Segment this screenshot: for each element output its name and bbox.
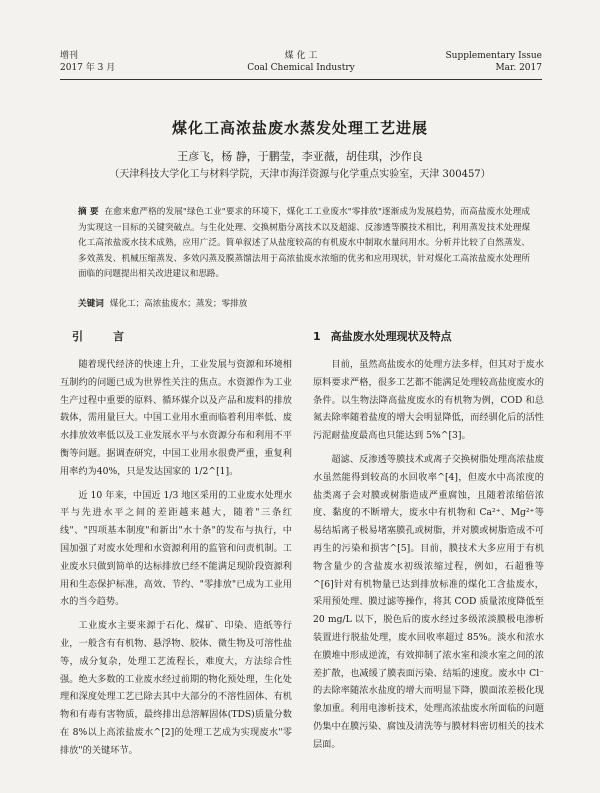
section-1-number: 1 xyxy=(313,330,321,343)
keywords xyxy=(78,297,530,309)
right-column xyxy=(313,328,544,754)
intro-paragraph-2: 近 10 年来，中国近 1/3 地区采用的工业废水处理水平与先进水平之间的差距越来越大，随着"三条红线"、"四项基本制度"和新出"水十条"的发布与执行，中国加强了对废水处理和水资源利用的监管和问责机制。工业废水只做到简单的达标排放已经不能满足现阶段资源利用和生态保护标准，高效、节约、"零排放"已成为工业用水的当今趋势。 xyxy=(60,489,292,608)
header-journal-en: Coal Chemical Industry xyxy=(247,63,355,73)
section-1-title: 高盐废水处理现状及特点 xyxy=(330,330,452,343)
intro-paragraph-1: 随着现代经济的快速上升，工业发展与资源和环境相互制约的问题已成为世界性关注的焦点。水资源作为工业生产过程中重要的原料、循环媒介以及产品和废料的排放载体，需用量巨大。中国工业用水重而临着利用率低、废水排放效率低以及工业发展水平与水资源分布和利用不平衡等问题。据调查研究，中国工业用水很费严重，重复利用率约为40%，只是发达国家的 1/2^[1]。 xyxy=(60,359,292,477)
header-supplement xyxy=(446,50,543,74)
abstract-text: 在愈来愈严格的发展"绿色工业"要求的环境下，煤化工工业废水"零排放"逐渐成为发展趋势，而高盐废水处理成为实现这一目标的关键突破点。与生化处理、交换树脂分离技术以及超滤、反渗透等膜技术相比，利用蒸发技术处理煤化工高浓盐废水技术成熟，应用广泛。简单叙述了从盐度较高的有机废水中制取水量问用水。分析并比较了自然蒸发、多效蒸发、机械压缩蒸发、多效闪蒸及膜蒸馏法用于高浓盐废水浓缩的优劣和应用现状，针对煤化工高浓盐废水处理所面临的问题提出相关改进建议和思路。 xyxy=(78,207,530,279)
section-intro-heading: 引言 xyxy=(72,330,154,343)
header-journal-cn: 煤 化 工 xyxy=(284,51,318,61)
header-supplement-label: Supplementary Issue xyxy=(445,51,542,61)
section-1-paragraph-1: 目前，虽然高盐废水的处理方法多样，但其对于废水原料要求严格，很多工艺都不能满足处理较高盐度废水的条件。以生物法降高盐度废水的有机物为例，COD 和总氮去除率随着盐度的增大会明显降低，而经驯化后的活性污泥耐盐度最高也只能达到 5%^[3]。 xyxy=(313,359,544,442)
abstract-label: 摘 要 xyxy=(78,207,99,217)
keywords-label: 关键词 xyxy=(78,299,104,309)
section-1-heading xyxy=(313,328,544,344)
keywords-text: 煤化工；高浓盐废水；蒸发；零排放 xyxy=(109,299,248,309)
running-header xyxy=(60,50,542,82)
abstract xyxy=(78,205,530,283)
paper-affiliation: （天津科技大学化工与材料学院，天津市海洋资源与化学重点实验室，天津 300457） xyxy=(109,169,491,180)
intro-paragraph-3: 工业废水主要来源于石化、煤矿、印染、造纸等行业，一般含有有机物、悬浮物、胶体、微生物及可溶性盐等，成分复杂，处理工艺流程长，难度大，方法综合性强。绝大多数的工业废水经过前期的物化预处理，生化处理和深度处理工艺已除去其中大部分的不溶性固体、有机物和有毒有害物质，最终排出总溶解固体(TDS)质量分数在 8%以上高浓盐废水^[2]的处理工艺成为实现废水"零排放"的关键环节。 xyxy=(60,620,292,756)
header-supplement-date: Mar. 2017 xyxy=(495,63,542,73)
header-issue-date: 2017 年 3 月 xyxy=(60,63,116,73)
header-issue-label: 增刊 xyxy=(60,51,79,61)
left-column xyxy=(60,328,292,760)
paper-authors: 王彦飞，杨 静，于鹏莹，李亚薇，胡佳琪，沙作良 xyxy=(177,150,423,163)
paper-title: 煤化工高浓盐废水蒸发处理工艺进展 xyxy=(171,119,428,137)
section-1-paragraph-2: 超滤、反渗透等膜技术或离子交换树脂处理高浓盐废水虽然能得到较高的水回收率^[4]，但废水中高浓度的盐类离子会对膜或树脂造成严重腐蚀，且随着浓缩倍浓度、黏度的不断增大，废水中有机物和 Ca²⁺、Mg²⁺等易结垢离子极易堵塞膜孔或树脂，并对膜或树脂造成不可再生的污染和损害^[5]。目前，膜技术大多应用于有机物含量少的含盐废水初级浓缩过程，例如，石超雅等^[6]针对有机物量已达到排放标准的煤化工含盐废水，采用预处理、膜过滤等操作，将其 COD 质量浓度降低至 20 mg/L 以下，脱色后的废水经过多级浓淡膜极电渗析装置进行脱盐处理，废水回收率超过 85%。淡水和浓水在膜堆中形成逆流，有效抑制了浓水室和淡水室之间的浓差扩散，也减缓了膜表面污染、结垢的速度。废水中 Cl⁻的去除率随浓水盐度的增大而明显下降，膜面浓差极化现象加重。利用电渗析技术，处理高浓盐废水所面临的问题仍集中在膜污染、腐蚀及清洗等与膜材料密切相关的技术层面。 xyxy=(313,453,544,750)
header-rule xyxy=(60,79,542,80)
